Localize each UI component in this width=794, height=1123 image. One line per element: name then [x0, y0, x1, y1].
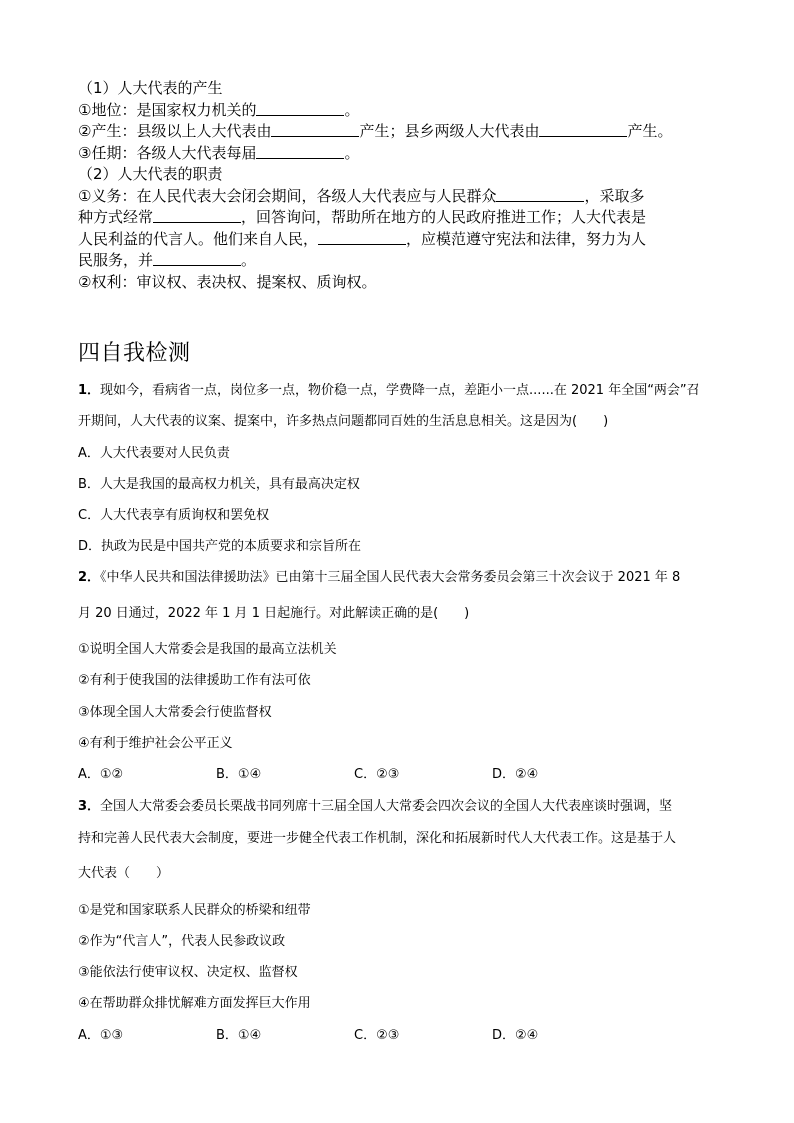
q2-number: 2． [78, 570, 101, 585]
q3-statement-3: ③能依法行使审议权、决定权、监督权 [78, 965, 298, 980]
blank-indirect-election[interactable] [271, 121, 359, 137]
text: ①地位：是国家权力机关的 [78, 100, 257, 119]
blank-status[interactable] [256, 100, 344, 116]
q3-number: 3． [78, 799, 101, 814]
q1-option-c[interactable]: C．人大代表享有质询权和罢免权 [78, 508, 270, 523]
text: ，应模范遵守宪法和法律，努力为人 [406, 229, 647, 248]
blank-rooted[interactable] [318, 229, 406, 245]
q1-option-b[interactable]: B．人大是我国的最高权力机关，具有最高决定权 [78, 477, 360, 492]
heading-representative-duties: （2）人大代表的职责 [78, 165, 223, 183]
q2-stem-line1 [78, 566, 680, 585]
q2-statement-4: ④有利于维护社会公平正义 [78, 736, 233, 751]
q3-statement-4: ④在帮助群众排忧解难方面发挥巨大作用 [78, 996, 311, 1011]
notes-line-duty-4 [78, 250, 728, 272]
q2-statement-3: ③体现全国人大常委会行使监督权 [78, 705, 272, 720]
blank-direct-election[interactable] [539, 121, 627, 137]
text: 。 [344, 100, 360, 119]
blank-contact[interactable] [496, 186, 584, 202]
q2-statement-1: ①说明全国人大常委会是我国的最高立法机关 [78, 642, 337, 657]
notes-line-duty-2 [78, 207, 728, 229]
text: ，采取多 [584, 186, 645, 205]
heading-representative-origin: （1）人大代表的产生 [78, 79, 223, 97]
blank-supervision[interactable] [153, 250, 241, 266]
q1-number: 1． [78, 383, 101, 398]
study-notes [78, 78, 728, 293]
notes-line-election [78, 121, 728, 143]
q1-stem-line1 [78, 379, 700, 398]
notes-line-rights: ②权利：审议权、表决权、提案权、质询权。 [78, 272, 377, 291]
q3-stem-line1 [78, 795, 672, 814]
q3-options [78, 1024, 538, 1043]
text: ，回答询问，帮助所在地方的人民政府推进工作；人大代表是 [241, 208, 647, 226]
notes-line-status [78, 100, 728, 122]
q3-option-b[interactable]: B．①④ [216, 1028, 262, 1043]
section-title: 四自我检测 [78, 341, 191, 366]
notes-line-term [78, 143, 728, 165]
q3-stem-line2: 持和完善人民代表大会制度，要进一步健全代表工作机制，深化和拓展新时代人大代表工作。这是基于人 [78, 831, 677, 846]
q3-stem-line3: 大代表（ ） [78, 866, 170, 881]
text: 现如今，看病省一点，岗位多一点，物价稳一点，学费降一点，差距小一点......在 2021 年全国“两会”召 [100, 383, 700, 398]
q2-statement-2: ②有利于使我国的法律援助工作有法可依 [78, 673, 311, 688]
q2-option-c[interactable]: C．②③ [354, 767, 400, 782]
q2-option-d[interactable]: D．②④ [492, 767, 539, 782]
q1-option-a[interactable]: A．人大代表要对人民负责 [78, 446, 230, 461]
text: ①义务：在人民代表大会闭会期间，各级人大代表应与人民群众 [78, 186, 497, 205]
text: ②产生：县级以上人大代表由 [78, 122, 272, 140]
text: 《中华人民共和国法律援助法》已由第十三届全国人民代表大会常务委员会第三十次会议于 2021 年 8 [100, 570, 681, 585]
text: 种方式经常 [78, 208, 154, 226]
text: 。 [344, 143, 360, 162]
q1-option-d[interactable]: D．执政为民是中国共产党的本质要求和宗旨所在 [78, 539, 362, 554]
q3-statement-2: ②作为“代言人”，代表人民参政议政 [78, 934, 286, 949]
text: 。 [241, 251, 257, 269]
text: 人民利益的代言人。他们来自人民， [78, 229, 319, 248]
text: ③任期：各级人大代表每届 [78, 143, 257, 162]
text: 民服务，并 [78, 251, 154, 269]
q2-options [78, 763, 538, 782]
notes-line-duty-3 [78, 229, 728, 251]
q3-option-d[interactable]: D．②④ [492, 1028, 539, 1043]
q3-option-c[interactable]: C．②③ [354, 1028, 400, 1043]
q1-stem-line2: 开期间，人大代表的议案、提案中，许多热点问题都同百姓的生活息息相关。这是因为( ) [78, 414, 609, 429]
q2-option-b[interactable]: B．①④ [216, 767, 262, 782]
q2-option-a[interactable]: A．①② [78, 767, 124, 782]
q2-stem-line2: 月 20 日通过，2022 年 1 月 1 日起施行。对此解读正确的是( ) [78, 606, 470, 621]
text: 产生。 [627, 122, 673, 140]
q3-option-a[interactable]: A．①③ [78, 1028, 124, 1043]
notes-line-duty-1 [78, 186, 728, 208]
q3-statement-1: ①是党和国家联系人民群众的桥梁和纽带 [78, 903, 311, 918]
text: 全国人大常委会委员长栗战书同列席十三届全国人大常委会四次会议的全国人大代表座谈时强调，坚 [100, 799, 673, 814]
blank-term[interactable] [256, 143, 344, 159]
blank-listen[interactable] [153, 207, 241, 223]
text: 产生；县乡两级人大代表由 [359, 122, 540, 140]
